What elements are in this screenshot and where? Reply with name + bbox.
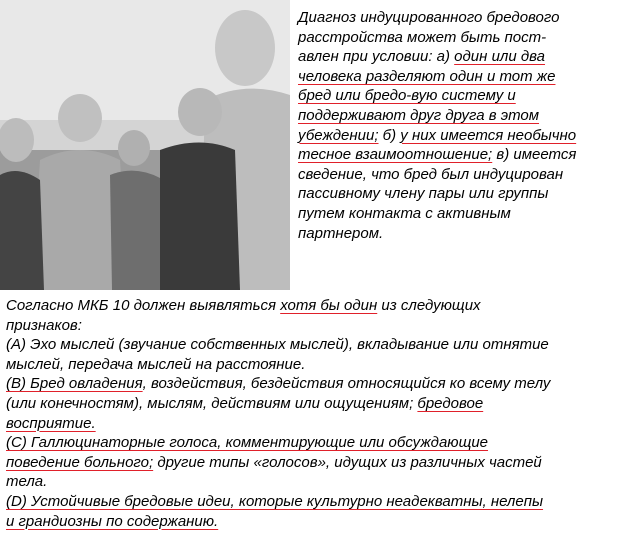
underlined-text: поддерживают друг друга в этом	[298, 106, 540, 124]
text-line	[6, 316, 636, 336]
underlined-text: хотя бы один	[280, 297, 378, 314]
text-line	[298, 126, 634, 146]
text-line	[6, 414, 636, 434]
text-segment: признаков:	[6, 316, 82, 334]
text-line	[6, 394, 636, 414]
text-line	[298, 28, 634, 48]
underlined-text: поведение больного;	[6, 453, 154, 471]
text-segment: тела.	[6, 473, 48, 491]
text-line	[298, 224, 634, 244]
text-line	[6, 512, 636, 532]
text-line	[298, 67, 634, 87]
text-line	[298, 204, 634, 224]
text-segment: из следующих	[377, 297, 481, 314]
text-line	[298, 106, 634, 126]
text-line	[298, 86, 634, 106]
text-segment: авлен при условии: а)	[298, 48, 455, 66]
text-segment: Согласно МКБ 10 должен выявляться	[6, 297, 281, 314]
text-line	[6, 335, 636, 355]
text-block-icd10-criteria	[6, 296, 636, 531]
text-segment: б)	[378, 126, 401, 144]
text-line	[6, 355, 636, 375]
text-segment: другие типы «голосов», идущих из различных частей	[153, 453, 542, 471]
text-line	[298, 184, 634, 204]
text-line	[6, 433, 636, 453]
text-segment: расстройства может быть пост-	[298, 28, 547, 46]
text-line	[6, 374, 636, 394]
text-line	[298, 165, 634, 185]
text-line	[6, 472, 636, 492]
text-line	[298, 8, 634, 28]
text-segment: мыслей, передача мыслей на расстояние.	[6, 355, 306, 373]
text-segment: в) имеется	[492, 146, 577, 164]
text-line	[298, 145, 634, 165]
underlined-text: тесное взаимоотношение;	[298, 146, 493, 164]
text-segment: (или конечностям), мыслям, действиям или ощущениям;	[6, 394, 418, 412]
text-segment: пассивному члену пары или группы	[298, 185, 549, 203]
underlined-text: и грандиозны по содержанию.	[6, 512, 219, 530]
underlined-text: бредовое	[417, 394, 484, 412]
text-segment: партнером.	[298, 224, 384, 242]
underlined-text: бред или бредо-вую систему и	[298, 87, 516, 105]
text-segment: сведение, что бред был индуцирован	[298, 165, 564, 183]
text-segment: Диагноз индуцированного бредового	[298, 9, 560, 26]
text-block-diagnosis-conditions	[298, 8, 634, 243]
photo	[0, 0, 290, 290]
text-line	[6, 453, 636, 473]
text-segment: (A) Эхо мыслей (звучание собственных мыслей), вкладывание или отнятие	[6, 336, 549, 354]
underlined-text: (D) Устойчивые бредовые идеи, которые культурно неадекватны, нелепы	[6, 492, 544, 510]
underlined-text: у них имеется необычно	[400, 126, 577, 144]
text-line	[6, 492, 636, 512]
text-line	[298, 47, 634, 67]
underlined-text: убеждении;	[298, 126, 379, 144]
underlined-text: (C) Галлюцинаторные голоса, комментирующие или обсуждающие	[6, 434, 489, 452]
underlined-text: восприятие.	[6, 414, 96, 432]
text-segment: путем контакта с активным	[298, 204, 511, 222]
underlined-text: человека разделяют один и тот же	[298, 67, 556, 85]
underlined-text: (B) Бред овладения	[6, 375, 143, 393]
underlined-text: один или два	[454, 48, 546, 66]
text-line	[6, 296, 636, 316]
text-segment: , воздействия, бездействия относящийся ко всему телу	[142, 375, 551, 393]
